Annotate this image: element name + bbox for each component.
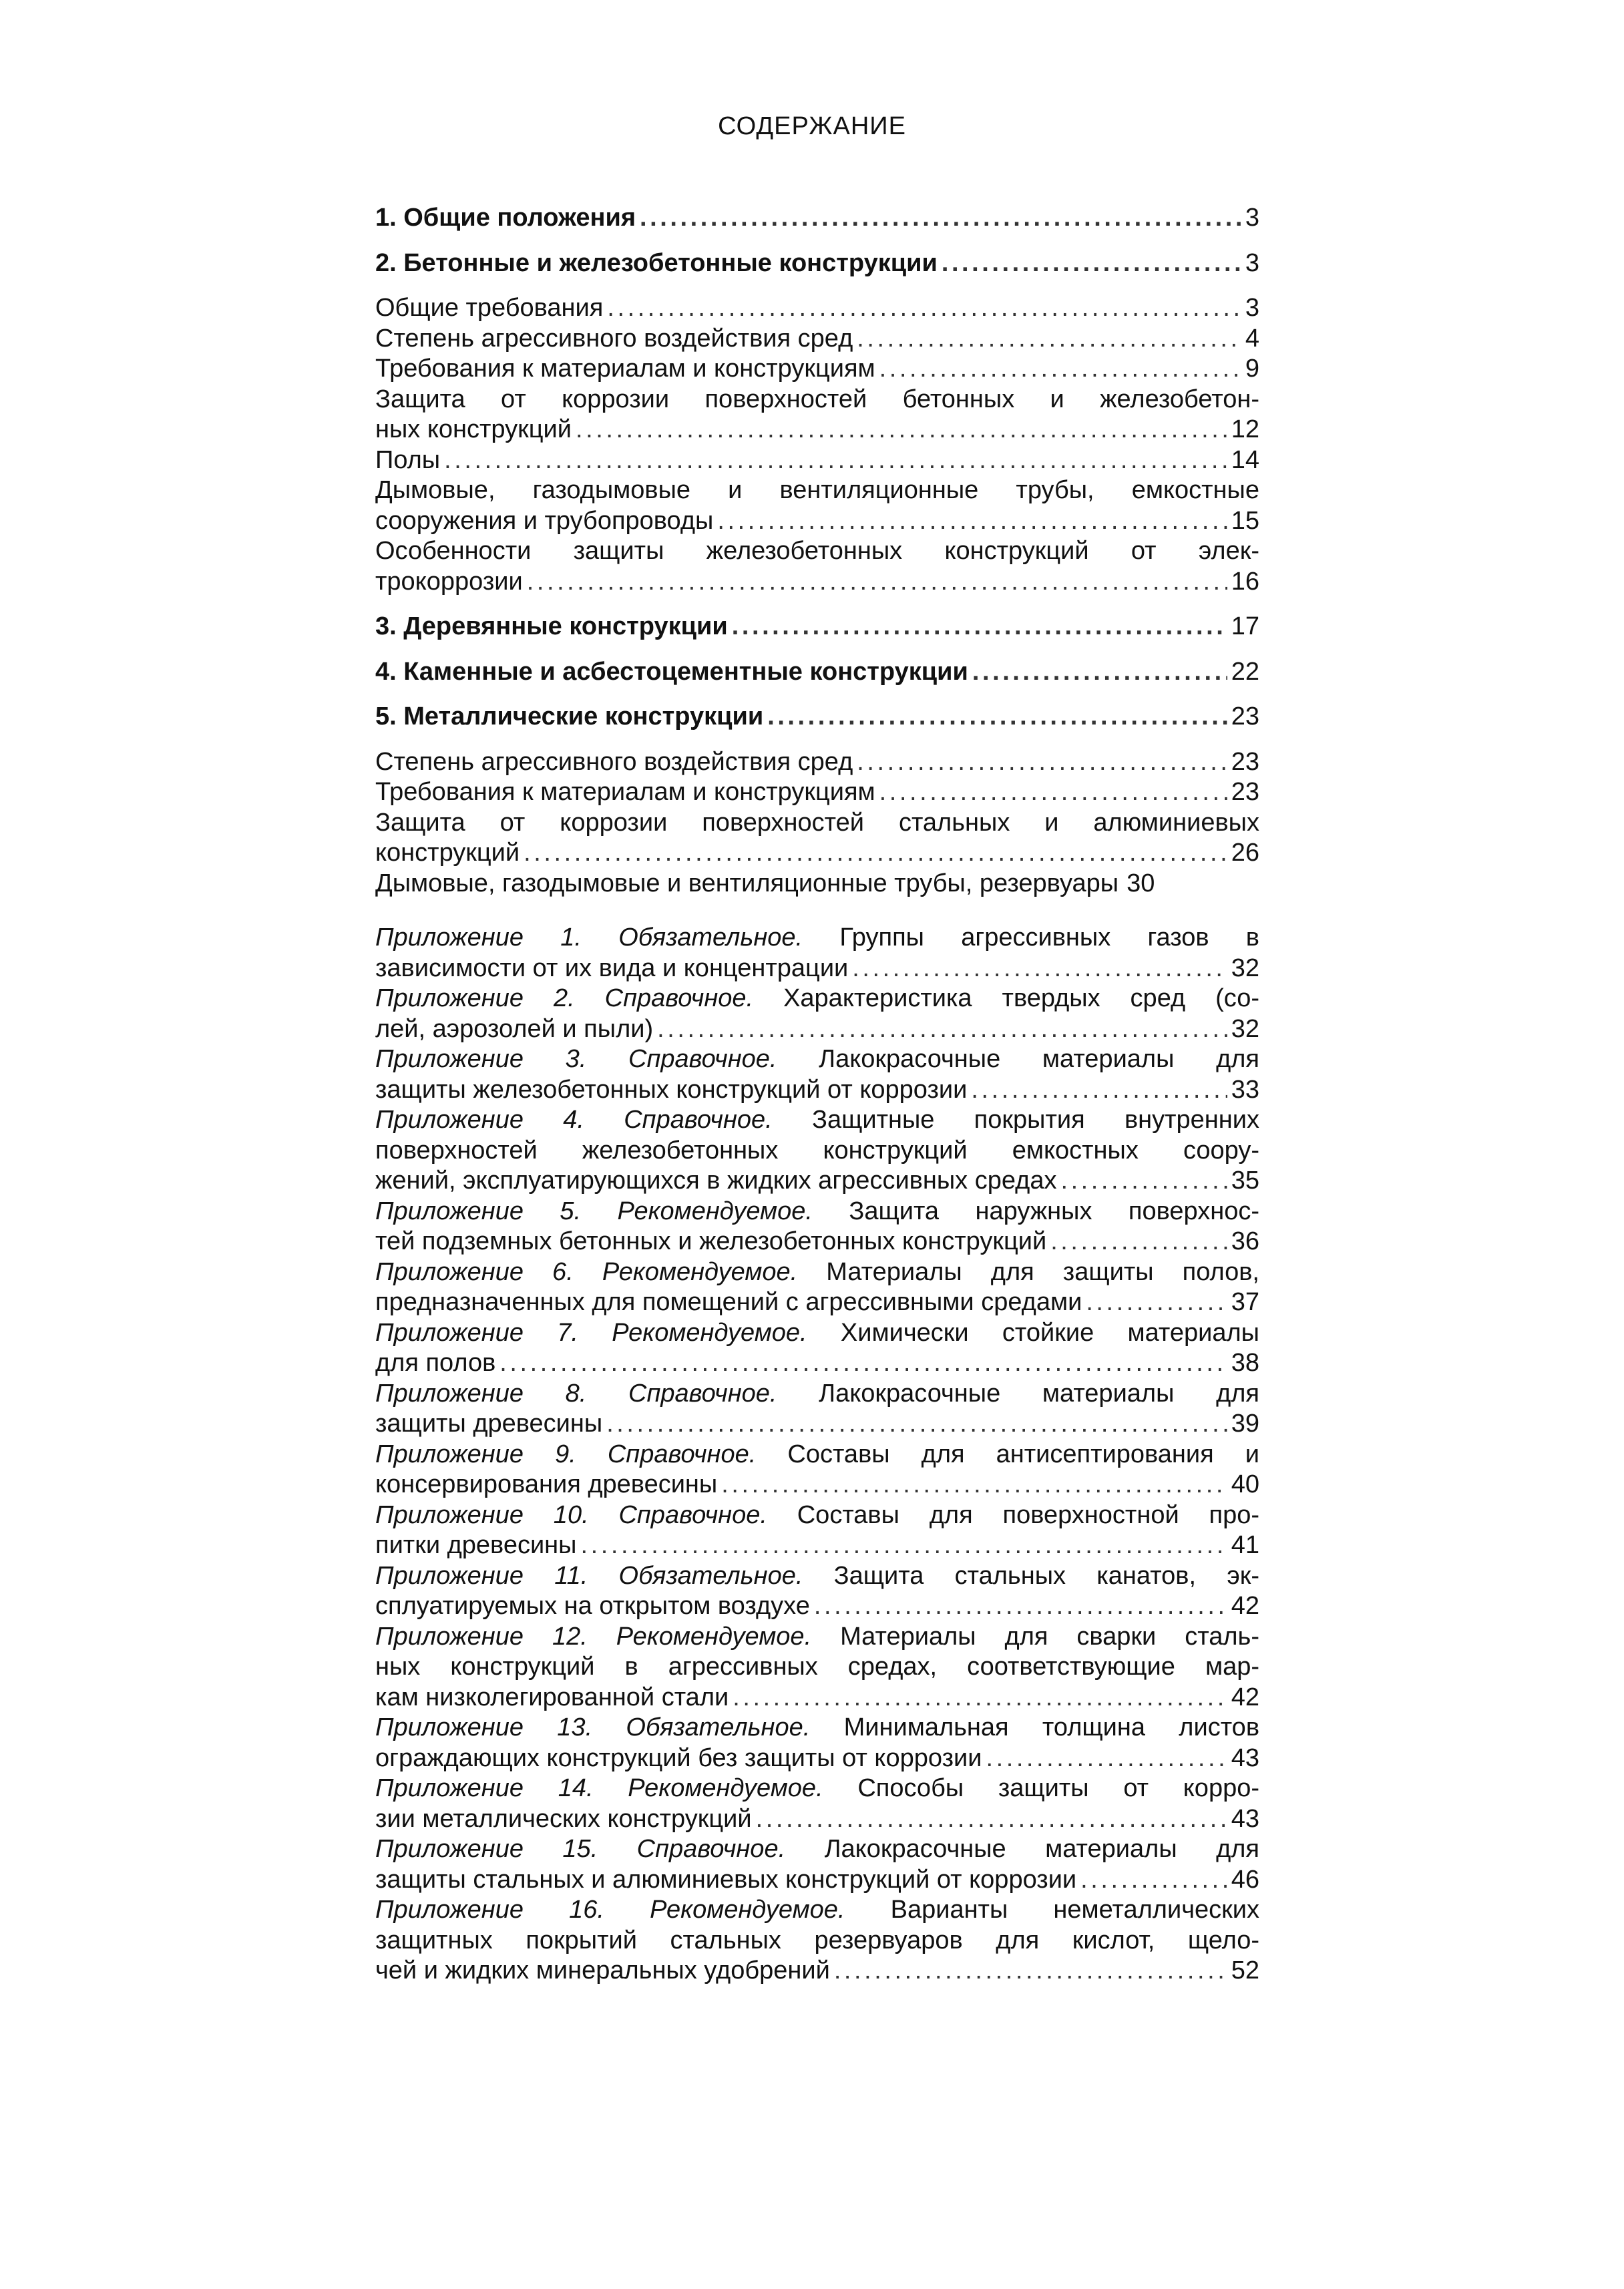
appendix-label: Приложение 11. Обязательное. [375,1561,803,1590]
toc-entry-text [375,1713,1259,1743]
toc-line [375,1379,1259,1410]
toc-entry-title: для полов [375,1349,496,1377]
toc-entry-title: ных конструкций в агрессивных средах, соответствующие мар- [375,1653,1259,1681]
toc-entry-text [375,1197,1259,1227]
toc-line [375,1865,1259,1896]
toc-entry-text [375,777,875,808]
toc-entry[interactable] [375,869,1259,899]
toc-entry-text [375,385,1259,415]
dot-leader [444,445,1227,476]
toc-entry[interactable] [375,475,1259,536]
toc-entry-title: Защита от коррозии поверхностей стальных и алюминиевых [375,808,1259,837]
page-number: 37 [1231,1288,1259,1316]
toc-entry-text [375,506,713,537]
dot-leader [640,203,1241,234]
toc-entry-text [375,838,520,869]
page-number: 3 [1245,248,1259,277]
toc-entry[interactable] [375,1713,1259,1774]
toc-entry-text [375,923,1259,954]
page-number: 43 [1231,1804,1259,1833]
toc-line [375,445,1259,476]
toc-entry-title: Химически стойкие материалы [807,1318,1259,1347]
appendix-label: Приложение 15. Справочное. [375,1835,786,1863]
dot-leader [879,777,1227,808]
appendix-label: Приложение 6. Рекомендуемое. [375,1257,798,1286]
toc-entry-title: защиты древесины [375,1410,603,1438]
toc-entry-title: поверхностей железобетонных конструкций емкостных соору- [375,1136,1259,1165]
page-number: 17 [1231,612,1259,640]
toc-entry[interactable] [375,203,1259,234]
dot-leader [942,248,1241,279]
toc-entry-title: ных конструкций [375,415,572,443]
toc-line [375,248,1259,279]
toc-entry-text [375,1257,1259,1288]
toc-entry[interactable] [375,1044,1259,1105]
toc-entry-title: Лакокрасочные материалы для [777,1379,1260,1408]
dot-leader [1086,1287,1227,1318]
toc-entry-title: зии металлических конструкций [375,1804,752,1833]
toc-entry-text [375,1926,1259,1956]
toc-entry[interactable] [375,445,1259,476]
toc-entry-title: консервирования древесины [375,1470,718,1498]
toc-line [375,1409,1259,1440]
toc-line [375,984,1259,1014]
page-number: 32 [1231,954,1259,982]
toc-line [375,1348,1259,1379]
page-number: 43 [1231,1743,1259,1772]
toc-line [375,1318,1259,1349]
toc-entry[interactable] [375,747,1259,778]
toc-entry-title: Особенности защиты железобетонных конструкций от элек- [375,537,1259,565]
page-number: 12 [1231,415,1259,443]
toc-line [375,1440,1259,1470]
toc-line [375,203,1259,234]
toc-entry[interactable] [375,808,1259,869]
appendix-label: Приложение 8. Справочное. [375,1379,777,1408]
toc-entry-title: защиты стальных и алюминиевых конструкций от коррозии [375,1865,1077,1894]
page-number: 46 [1231,1865,1259,1894]
toc-line [375,1044,1259,1075]
toc-entry-text [375,1530,576,1561]
toc-line [375,777,1259,808]
toc-entry-text [375,203,636,234]
toc-line [375,1683,1259,1713]
toc-entry-text [375,1318,1259,1349]
appendix-label: Приложение 12. Рекомендуемое. [375,1622,812,1651]
toc-entry-title: 2. Бетонные и железобетонные конструкции [375,248,938,277]
toc-entry-text [375,248,938,279]
toc-line [375,1713,1259,1743]
toc-line [375,415,1259,445]
toc-line [375,354,1259,385]
toc-entry-text [375,657,968,688]
toc-entry[interactable] [375,1561,1259,1622]
toc-line [375,1804,1259,1835]
toc-line [375,869,1259,899]
toc-entry-title: Материалы для сварки сталь- [811,1622,1259,1651]
dot-leader [721,1470,1227,1500]
dot-leader [1050,1227,1227,1257]
toc-entry-title: лей, аэрозолей и пыли) [375,1014,654,1043]
toc-entry[interactable] [375,1834,1259,1895]
toc-entry[interactable] [375,1500,1259,1561]
toc-entry-text [375,1227,1046,1257]
appendix-label: Приложение 3. Справочное. [375,1045,777,1073]
toc-entry-text [375,1683,729,1713]
page-number: 52 [1231,1956,1259,1985]
toc-line [375,506,1259,537]
toc-entry-text [375,1166,1056,1197]
toc-entry-text [375,324,853,355]
toc-line [375,1105,1259,1136]
page-number: 26 [1231,839,1259,867]
appendix-label: Приложение 10. Справочное. [375,1500,767,1529]
dot-leader [852,954,1227,984]
toc-line [375,475,1259,506]
toc-entry-title: Характеристика твердых сред (со- [753,984,1260,1012]
toc-line [375,1257,1259,1288]
toc-entry-text [375,747,853,778]
page-title: СОДЕРЖАНИЕ [718,112,906,140]
toc-entry-text [375,612,728,642]
page-number: 23 [1231,702,1259,731]
toc-entry-title: Группы агрессивных газов в [803,923,1259,952]
toc-entry-text [375,1561,1259,1592]
toc-line [375,1743,1259,1774]
toc-entry-title: Лакокрасочные материалы для [777,1045,1260,1073]
toc-entry-title: Составы для поверхностной про- [767,1500,1259,1529]
toc-line [375,1591,1259,1622]
toc-line [375,1622,1259,1653]
toc-line [375,1470,1259,1500]
appendix-label: Приложение 5. Рекомендуемое. [375,1197,813,1225]
page-number: 42 [1231,1683,1259,1711]
toc-line [375,1227,1259,1257]
toc-line [375,702,1259,733]
toc-entry-title: Степень агрессивного воздействия сред [375,324,853,353]
toc-entry[interactable] [375,354,1259,385]
toc-line [375,923,1259,954]
appendix-label: Приложение 16. Рекомендуемое. [375,1896,845,1924]
toc-entry-title: зависимости от их вида и концентрации [375,954,849,982]
toc-line [375,1774,1259,1804]
toc-entry-text [375,984,1259,1014]
table-of-contents [375,203,1259,1987]
page-number: 32 [1231,1014,1259,1043]
page-number: 42 [1231,1592,1259,1620]
dot-leader [527,567,1227,598]
dot-leader [657,1014,1227,1045]
dot-leader [767,702,1227,733]
toc-line [375,954,1259,984]
toc-line [375,1500,1259,1531]
page-number: 14 [1231,445,1259,474]
toc-entry-title: 1. Общие положения [375,204,636,232]
toc-entry-title: Защита от коррозии поверхностей бетонных и железобетон- [375,385,1259,413]
page-number: 3 [1245,204,1259,232]
toc-entry-text [375,1044,1259,1075]
toc-entry-text [375,1500,1259,1531]
page-number: 23 [1231,778,1259,806]
dot-leader [857,324,1241,355]
toc-entry-text [375,1591,810,1622]
toc-entry[interactable] [375,1105,1259,1197]
toc-line [375,747,1259,778]
toc-entry-title: Полы [375,445,441,474]
toc-entry-title: Защита наружных поверхнос- [812,1197,1259,1225]
toc-entry[interactable] [375,984,1259,1044]
toc-line [375,567,1259,598]
toc-entry[interactable] [375,1197,1259,1257]
toc-entry-text [375,702,763,733]
toc-entry-text [375,293,603,324]
toc-entry-text [375,1470,717,1500]
toc-entry-text [375,1379,1259,1410]
toc-entry-text [375,536,1259,567]
toc-entry-title: чей и жидких минеральных удобрений [375,1956,830,1985]
toc-entry-title: Требования к материалам и конструкциям [375,778,875,806]
toc-entry[interactable] [375,248,1259,279]
toc-entry-title: Дымовые, газодымовые и вентиляционные трубы, емкостные [375,476,1259,504]
toc-line [375,612,1259,642]
toc-entry-title: Составы для антисептирования и [756,1440,1259,1468]
page-number: 4 [1245,324,1259,353]
appendix-label: Приложение 7. Рекомендуемое. [375,1318,807,1347]
toc-entry-title: защиты железобетонных конструкций от коррозии [375,1075,968,1104]
dot-leader [499,1348,1227,1379]
toc-line [375,1956,1259,1987]
toc-entry-title: конструкций [375,839,520,867]
dot-leader [1080,1865,1227,1896]
toc-line [375,536,1259,567]
toc-entry-text [375,1075,967,1106]
appendix-label: Приложение 14. Рекомендуемое. [375,1774,823,1802]
toc-entry-text [375,1136,1259,1167]
toc-line [375,1530,1259,1561]
toc-entry-title: сооружения и трубопроводы [375,506,714,535]
toc-line [375,1926,1259,1956]
toc-entry-text [375,1440,1259,1470]
toc-entry[interactable] [375,777,1259,808]
toc-line [375,324,1259,355]
toc-entry-text [375,1622,1259,1653]
page-number: 35 [1231,1167,1259,1195]
page-number: 3 [1245,294,1259,322]
toc-entry-text [375,475,1259,506]
page-number: 39 [1231,1410,1259,1438]
toc-entry-text [375,869,1119,899]
appendix-label: Приложение 1. Обязательное. [375,923,803,952]
dot-leader [857,747,1227,778]
toc-entry[interactable] [375,536,1259,597]
appendix-label: Приложение 13. Обязательное. [375,1713,811,1741]
toc-entry-title: сплуатируемых на открытом воздухе [375,1592,810,1620]
toc-entry-text [375,1895,1259,1926]
dot-leader [814,1591,1227,1622]
toc-entry-text [375,808,1259,839]
toc-line [375,838,1259,869]
page-number: 16 [1231,567,1259,596]
appendix-label: Приложение 9. Справочное. [375,1440,757,1468]
dot-leader [606,1409,1227,1440]
page-number: 23 [1231,747,1259,776]
toc-entry-title: Защита стальных канатов, эк- [803,1561,1259,1590]
toc-entry[interactable] [375,923,1259,984]
toc-line [375,1014,1259,1045]
toc-entry-text [375,1743,982,1774]
dot-leader [576,415,1227,445]
toc-entry-text [375,1834,1259,1865]
appendix-label: Приложение 2. Справочное. [375,984,754,1012]
toc-entry-title: трокоррозии [375,567,523,596]
toc-entry-title: Варианты неметаллических [845,1896,1259,1924]
toc-entry-title: Степень агрессивного воздействия сред [375,747,853,776]
dot-leader [972,657,1227,688]
toc-entry-text [375,567,523,598]
toc-entry-title: 5. Металлические конструкции [375,702,764,731]
toc-entry-title: предназначенных для помещений с агрессивными средами [375,1288,1082,1316]
toc-entry-title: Способы защиты от корро- [823,1774,1259,1802]
toc-entry-title: 3. Деревянные конструкции [375,612,728,640]
toc-entry-text [375,1348,495,1379]
toc-entry[interactable] [375,1895,1259,1987]
dot-leader [733,1683,1227,1713]
page-number: 36 [1231,1227,1259,1255]
toc-entry-title: ограждающих конструкций без защиты от коррозии [375,1743,982,1772]
toc-entry-text [375,1409,602,1440]
page-number: 40 [1231,1470,1259,1498]
toc-entry[interactable] [375,385,1259,445]
page-number: 30 [1127,869,1155,897]
toc-entry-text [375,1865,1076,1896]
toc-entry-title: Защитные покрытия внутренних [772,1106,1259,1134]
toc-line [375,1075,1259,1106]
toc-line [375,1166,1259,1197]
toc-line [375,1287,1259,1318]
toc-entry[interactable] [375,293,1259,324]
toc-line [375,293,1259,324]
toc-entry[interactable] [375,702,1259,733]
toc-entry-title: Общие требования [375,294,604,322]
page-number: 9 [1245,355,1259,383]
toc-entry[interactable] [375,1774,1259,1834]
dot-leader [580,1530,1227,1561]
dot-leader [524,838,1227,869]
toc-entry-title: Требования к материалам и конструкциям [375,355,875,383]
toc-entry-title: кам низколегированной стали [375,1683,729,1711]
page-number: 41 [1231,1531,1259,1559]
toc-line [375,1834,1259,1865]
appendix-label: Приложение 4. Справочное. [375,1106,773,1134]
dot-leader [1060,1166,1227,1197]
toc-entry-title: Лакокрасочные материалы для [785,1835,1259,1863]
toc-entry-title: Минимальная толщина листов [810,1713,1260,1741]
toc-line [375,385,1259,415]
dot-leader [971,1075,1227,1106]
dot-leader [732,612,1227,642]
toc-entry-text [375,1956,830,1987]
dot-leader [986,1743,1227,1774]
toc-entry-title: Дымовые, газодымовые и вентиляционные трубы, резервуары [375,869,1119,897]
toc-entry-title: питки древесины [375,1531,577,1559]
toc-line [375,1895,1259,1926]
toc-line [375,657,1259,688]
dot-leader [756,1804,1227,1835]
toc-entry[interactable] [375,1622,1259,1713]
page-number: 15 [1231,506,1259,535]
dot-leader [834,1956,1227,1987]
toc-entry[interactable] [375,1379,1259,1440]
page-number: 22 [1231,657,1259,686]
toc-entry-text [375,1105,1259,1136]
toc-entry[interactable] [375,612,1259,642]
toc-entry-title: защитных покрытий стальных резервуаров для кислот, щело- [375,1926,1259,1954]
toc-entry-text [375,1014,653,1045]
toc-line [375,1561,1259,1592]
toc-entry-text [375,445,440,476]
toc-entry[interactable] [375,324,1259,355]
toc-entry-title: тей подземных бетонных и железобетонных конструкций [375,1227,1047,1255]
page-number: 33 [1231,1075,1259,1104]
toc-entry[interactable] [375,1440,1259,1500]
toc-line [375,1197,1259,1227]
toc-line [375,1652,1259,1683]
dot-leader [879,354,1241,385]
page-number: 38 [1231,1349,1259,1377]
toc-entry-title: жений, эксплуатирующихся в жидких агрессивных средах [375,1167,1057,1195]
toc-entry[interactable] [375,1257,1259,1318]
toc-entry[interactable] [375,657,1259,688]
toc-entry-title: 4. Каменные и асбестоцементные конструкции [375,657,968,686]
toc-entry[interactable] [375,1318,1259,1379]
toc-entry-text [375,1652,1259,1683]
toc-entry-text [375,1774,1259,1804]
toc-entry-text [375,954,848,984]
toc-entry-title: Материалы для защиты полов, [797,1257,1259,1286]
toc-entry-text [375,354,875,385]
toc-entry-text [375,415,572,445]
toc-line [375,808,1259,839]
dot-leader [607,293,1241,324]
dot-leader [717,506,1227,537]
toc-line [375,1136,1259,1167]
toc-entry-text [375,1804,752,1835]
toc-entry-text [375,1287,1082,1318]
